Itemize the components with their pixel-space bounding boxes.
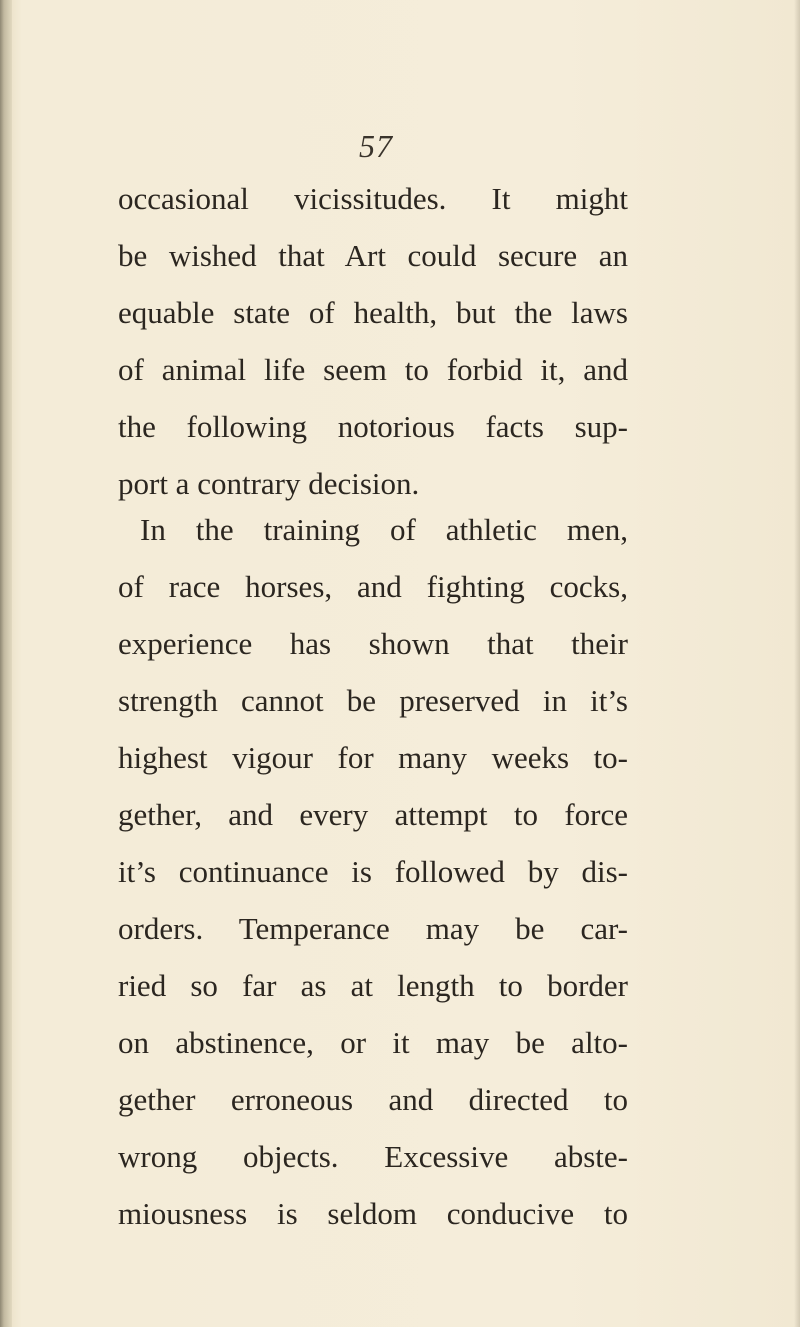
text-line: strength cannot be preserved in it’s — [118, 683, 628, 718]
text-line: equable state of health, but the laws — [118, 295, 628, 330]
text-line: it’s continuance is followed by dis- — [118, 854, 628, 889]
text-line: gether, and every attempt to force — [118, 797, 628, 832]
text-line: occasional vicissitudes. It might — [118, 181, 628, 216]
text-line: gether erroneous and directed to — [118, 1082, 628, 1117]
text-line: highest vigour for many weeks to- — [118, 740, 628, 775]
page-number: 57 — [359, 128, 393, 164]
text-line: of animal life seem to forbid it, and — [118, 352, 628, 387]
text-line: experience has shown that their — [118, 626, 628, 661]
text-line: orders. Temperance may be car- — [118, 911, 628, 946]
text-line: be wished that Art could secure an — [118, 238, 628, 273]
page-edge-shadow — [794, 0, 800, 1327]
text-line: the following notorious facts sup- — [118, 409, 628, 444]
text-line: In the training of athletic men, — [140, 512, 628, 547]
text-line: ried so far as at length to border — [118, 968, 628, 1003]
text-line: miousness is seldom conducive to — [118, 1196, 628, 1231]
text-line: wrong objects. Excessive abste- — [118, 1139, 628, 1174]
paragraph-2 — [118, 501, 628, 1242]
text-line: of race horses, and fighting cocks, — [118, 569, 628, 604]
text-line: on abstinence, or it may be alto- — [118, 1025, 628, 1060]
text-line: port a contrary decision. — [118, 466, 420, 501]
paragraph-1 — [118, 170, 628, 512]
binding-gutter — [0, 0, 12, 1327]
